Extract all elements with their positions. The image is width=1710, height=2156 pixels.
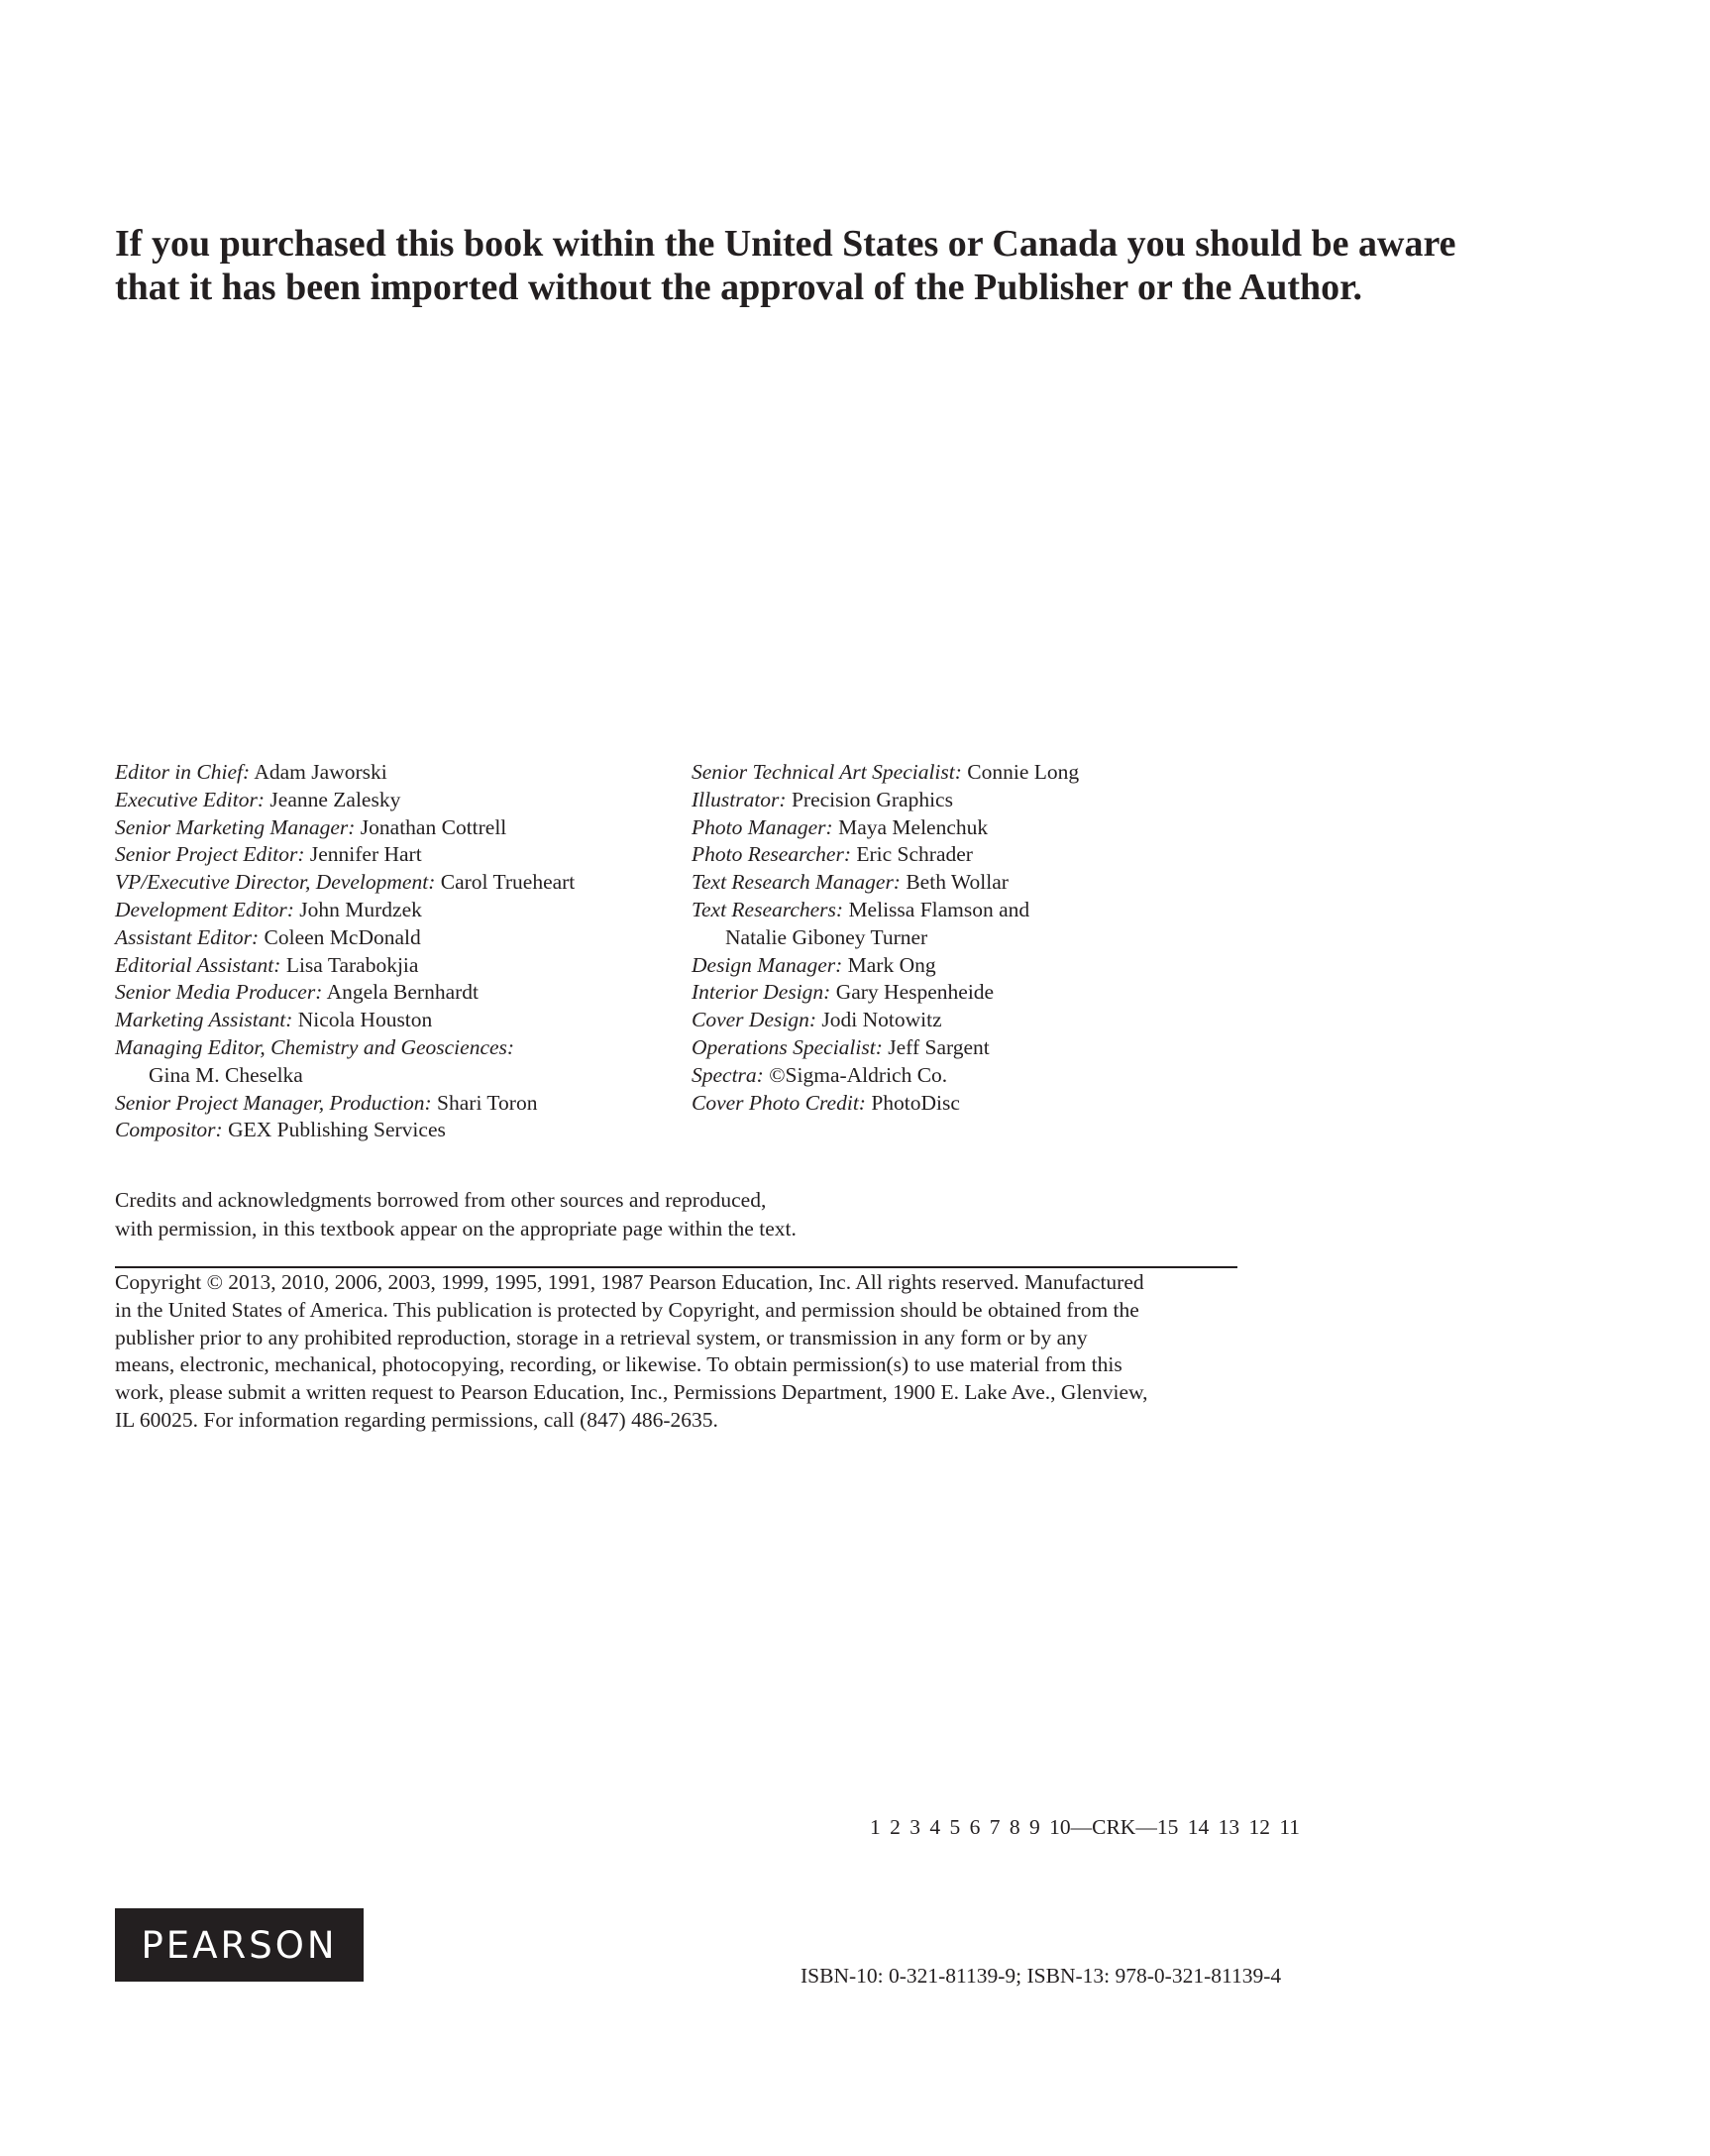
credit-name: Nicola Houston xyxy=(292,1008,433,1032)
credit-role: Compositor: xyxy=(115,1118,223,1142)
divider-rule xyxy=(115,1266,1237,1268)
credit-line xyxy=(692,979,1246,1007)
credit-line xyxy=(692,1034,1246,1062)
credit-role: Assistant Editor: xyxy=(115,924,260,949)
credit-role: Development Editor: xyxy=(115,897,294,921)
acknowledgment-line: with permission, in this textbook appear on the appropriate page within the text. xyxy=(115,1217,797,1240)
credit-line xyxy=(692,869,1246,897)
credit-role: Illustrator: xyxy=(692,787,787,811)
credit-role: Senior Project Manager, Production: xyxy=(115,1090,432,1115)
credit-role: Managing Editor, Chemistry and Geosciences: xyxy=(115,1034,515,1059)
credit-name: Precision Graphics xyxy=(786,787,953,811)
import-notice-line: If you purchased this book within the United States or Canada you should be aware xyxy=(115,223,1456,265)
copyright-line: in the United States of America. This publication is protected by Copyright, and permission should be obtained from the xyxy=(115,1297,1139,1322)
credit-name: Connie Long xyxy=(961,760,1080,784)
credit-line xyxy=(115,952,670,980)
credit-role: Cover Design: xyxy=(692,1008,816,1032)
credit-name: Gina M. Cheselka xyxy=(149,1062,303,1087)
pearson-logo xyxy=(115,1908,364,1982)
credit-line xyxy=(692,1062,1246,1090)
credit-role: VP/Executive Director, Development: xyxy=(115,870,436,895)
credit-name: Coleen McDonald xyxy=(259,924,421,949)
credit-line xyxy=(692,841,1246,869)
credit-name: Maya Melenchuk xyxy=(832,814,989,839)
credit-line xyxy=(115,841,670,869)
import-notice-line: that it has been imported without the approval of the Publisher or the Author. xyxy=(115,267,1363,308)
copyright-line: Copyright © 2013, 2010, 2006, 2003, 1999, 1995, 1991, 1987 Pearson Education, Inc. All rights reserved. Manufactured xyxy=(115,1270,1144,1294)
credit-line xyxy=(692,787,1246,814)
credit-line xyxy=(692,1090,1246,1118)
copyright-line: publisher prior to any prohibited reproduction, storage in a retrieval system, or transmission in any form or by any xyxy=(115,1325,1088,1349)
credits-column-right xyxy=(692,759,1246,1117)
acknowledgment-line: Credits and acknowledgments borrowed from other sources and reproduced, xyxy=(115,1188,767,1212)
credit-role: Text Researchers: xyxy=(692,897,844,921)
credit-name: Jonathan Cottrell xyxy=(355,814,507,839)
copyright-line: work, please submit a written request to Pearson Education, Inc., Permissions Department, 1900 E. Lake Ave., Glenview, xyxy=(115,1380,1148,1405)
credit-name: John Murdzek xyxy=(293,897,422,921)
credit-role: Marketing Assistant: xyxy=(115,1008,293,1032)
copyright-line: means, electronic, mechanical, photocopying, recording, or likewise. To obtain permission(s) to use material from this xyxy=(115,1352,1122,1377)
credit-name: Melissa Flamson and xyxy=(843,897,1030,921)
credit-name: Jodi Notowitz xyxy=(816,1008,942,1032)
acknowledgment-note xyxy=(115,1186,797,1243)
credit-line xyxy=(115,979,670,1007)
credit-line xyxy=(115,814,670,842)
credit-line xyxy=(692,952,1246,980)
credit-name: GEX Publishing Services xyxy=(222,1118,446,1142)
credit-line xyxy=(115,759,670,787)
credit-name: Natalie Giboney Turner xyxy=(725,924,928,949)
credit-role: Photo Manager: xyxy=(692,814,833,839)
credit-role: Photo Researcher: xyxy=(692,842,851,867)
credit-name: Carol Trueheart xyxy=(435,870,576,895)
credit-line xyxy=(115,897,670,924)
credit-name: ©Sigma-Aldrich Co. xyxy=(763,1062,948,1087)
credits-column-left xyxy=(115,759,670,1144)
credit-name: Angela Bernhardt xyxy=(322,980,479,1005)
credit-line xyxy=(692,814,1246,842)
credit-role: Design Manager: xyxy=(692,952,843,977)
credit-line xyxy=(692,759,1246,787)
credit-role: Interior Design: xyxy=(692,980,831,1005)
credit-role: Editor in Chief: xyxy=(115,760,251,784)
credit-role: Spectra: xyxy=(692,1062,764,1087)
credit-name: Jeff Sargent xyxy=(882,1034,990,1059)
credit-role: Senior Technical Art Specialist: xyxy=(692,760,962,784)
credit-name: Mark Ong xyxy=(842,952,936,977)
credit-line xyxy=(692,897,1246,924)
print-line: 1 2 3 4 5 6 7 8 9 10—CRK—15 14 13 12 11 xyxy=(870,1815,1301,1839)
pearson-logo-text: PEARSON xyxy=(141,1923,338,1967)
credit-name: Lisa Tarabokjia xyxy=(280,952,419,977)
credit-role: Operations Specialist: xyxy=(692,1034,883,1059)
copyright-notice xyxy=(115,1269,1244,1435)
import-notice xyxy=(115,222,1581,309)
credit-line xyxy=(115,1090,670,1118)
credit-role: Executive Editor: xyxy=(115,787,266,811)
credit-role: Cover Photo Credit: xyxy=(692,1090,866,1115)
credit-line xyxy=(692,924,1246,952)
credit-line xyxy=(115,1117,670,1144)
isbn-line: ISBN-10: 0-321-81139-9; ISBN-13: 978-0-321-81139-4 xyxy=(801,1964,1282,1988)
credit-line xyxy=(115,1034,670,1062)
credit-name: Shari Toron xyxy=(431,1090,538,1115)
credit-line xyxy=(115,1062,670,1090)
credit-name: Jennifer Hart xyxy=(304,842,422,867)
copyright-line: IL 60025. For information regarding permissions, call (847) 486-2635. xyxy=(115,1407,718,1432)
credit-line xyxy=(692,1007,1246,1034)
credit-name: Jeanne Zalesky xyxy=(265,787,401,811)
credit-role: Senior Marketing Manager: xyxy=(115,814,356,839)
credit-line xyxy=(115,924,670,952)
credit-name: Eric Schrader xyxy=(851,842,973,867)
credit-line xyxy=(115,869,670,897)
credit-role: Text Research Manager: xyxy=(692,870,901,895)
credit-line xyxy=(115,787,670,814)
credit-name: Adam Jaworski xyxy=(250,760,387,784)
credit-name: PhotoDisc xyxy=(865,1090,960,1115)
credit-role: Editorial Assistant: xyxy=(115,952,281,977)
credit-line xyxy=(115,1007,670,1034)
credit-role: Senior Project Editor: xyxy=(115,842,305,867)
credit-role: Senior Media Producer: xyxy=(115,980,323,1005)
credit-name: Beth Wollar xyxy=(900,870,1009,895)
credit-name: Gary Hespenheide xyxy=(830,980,995,1005)
